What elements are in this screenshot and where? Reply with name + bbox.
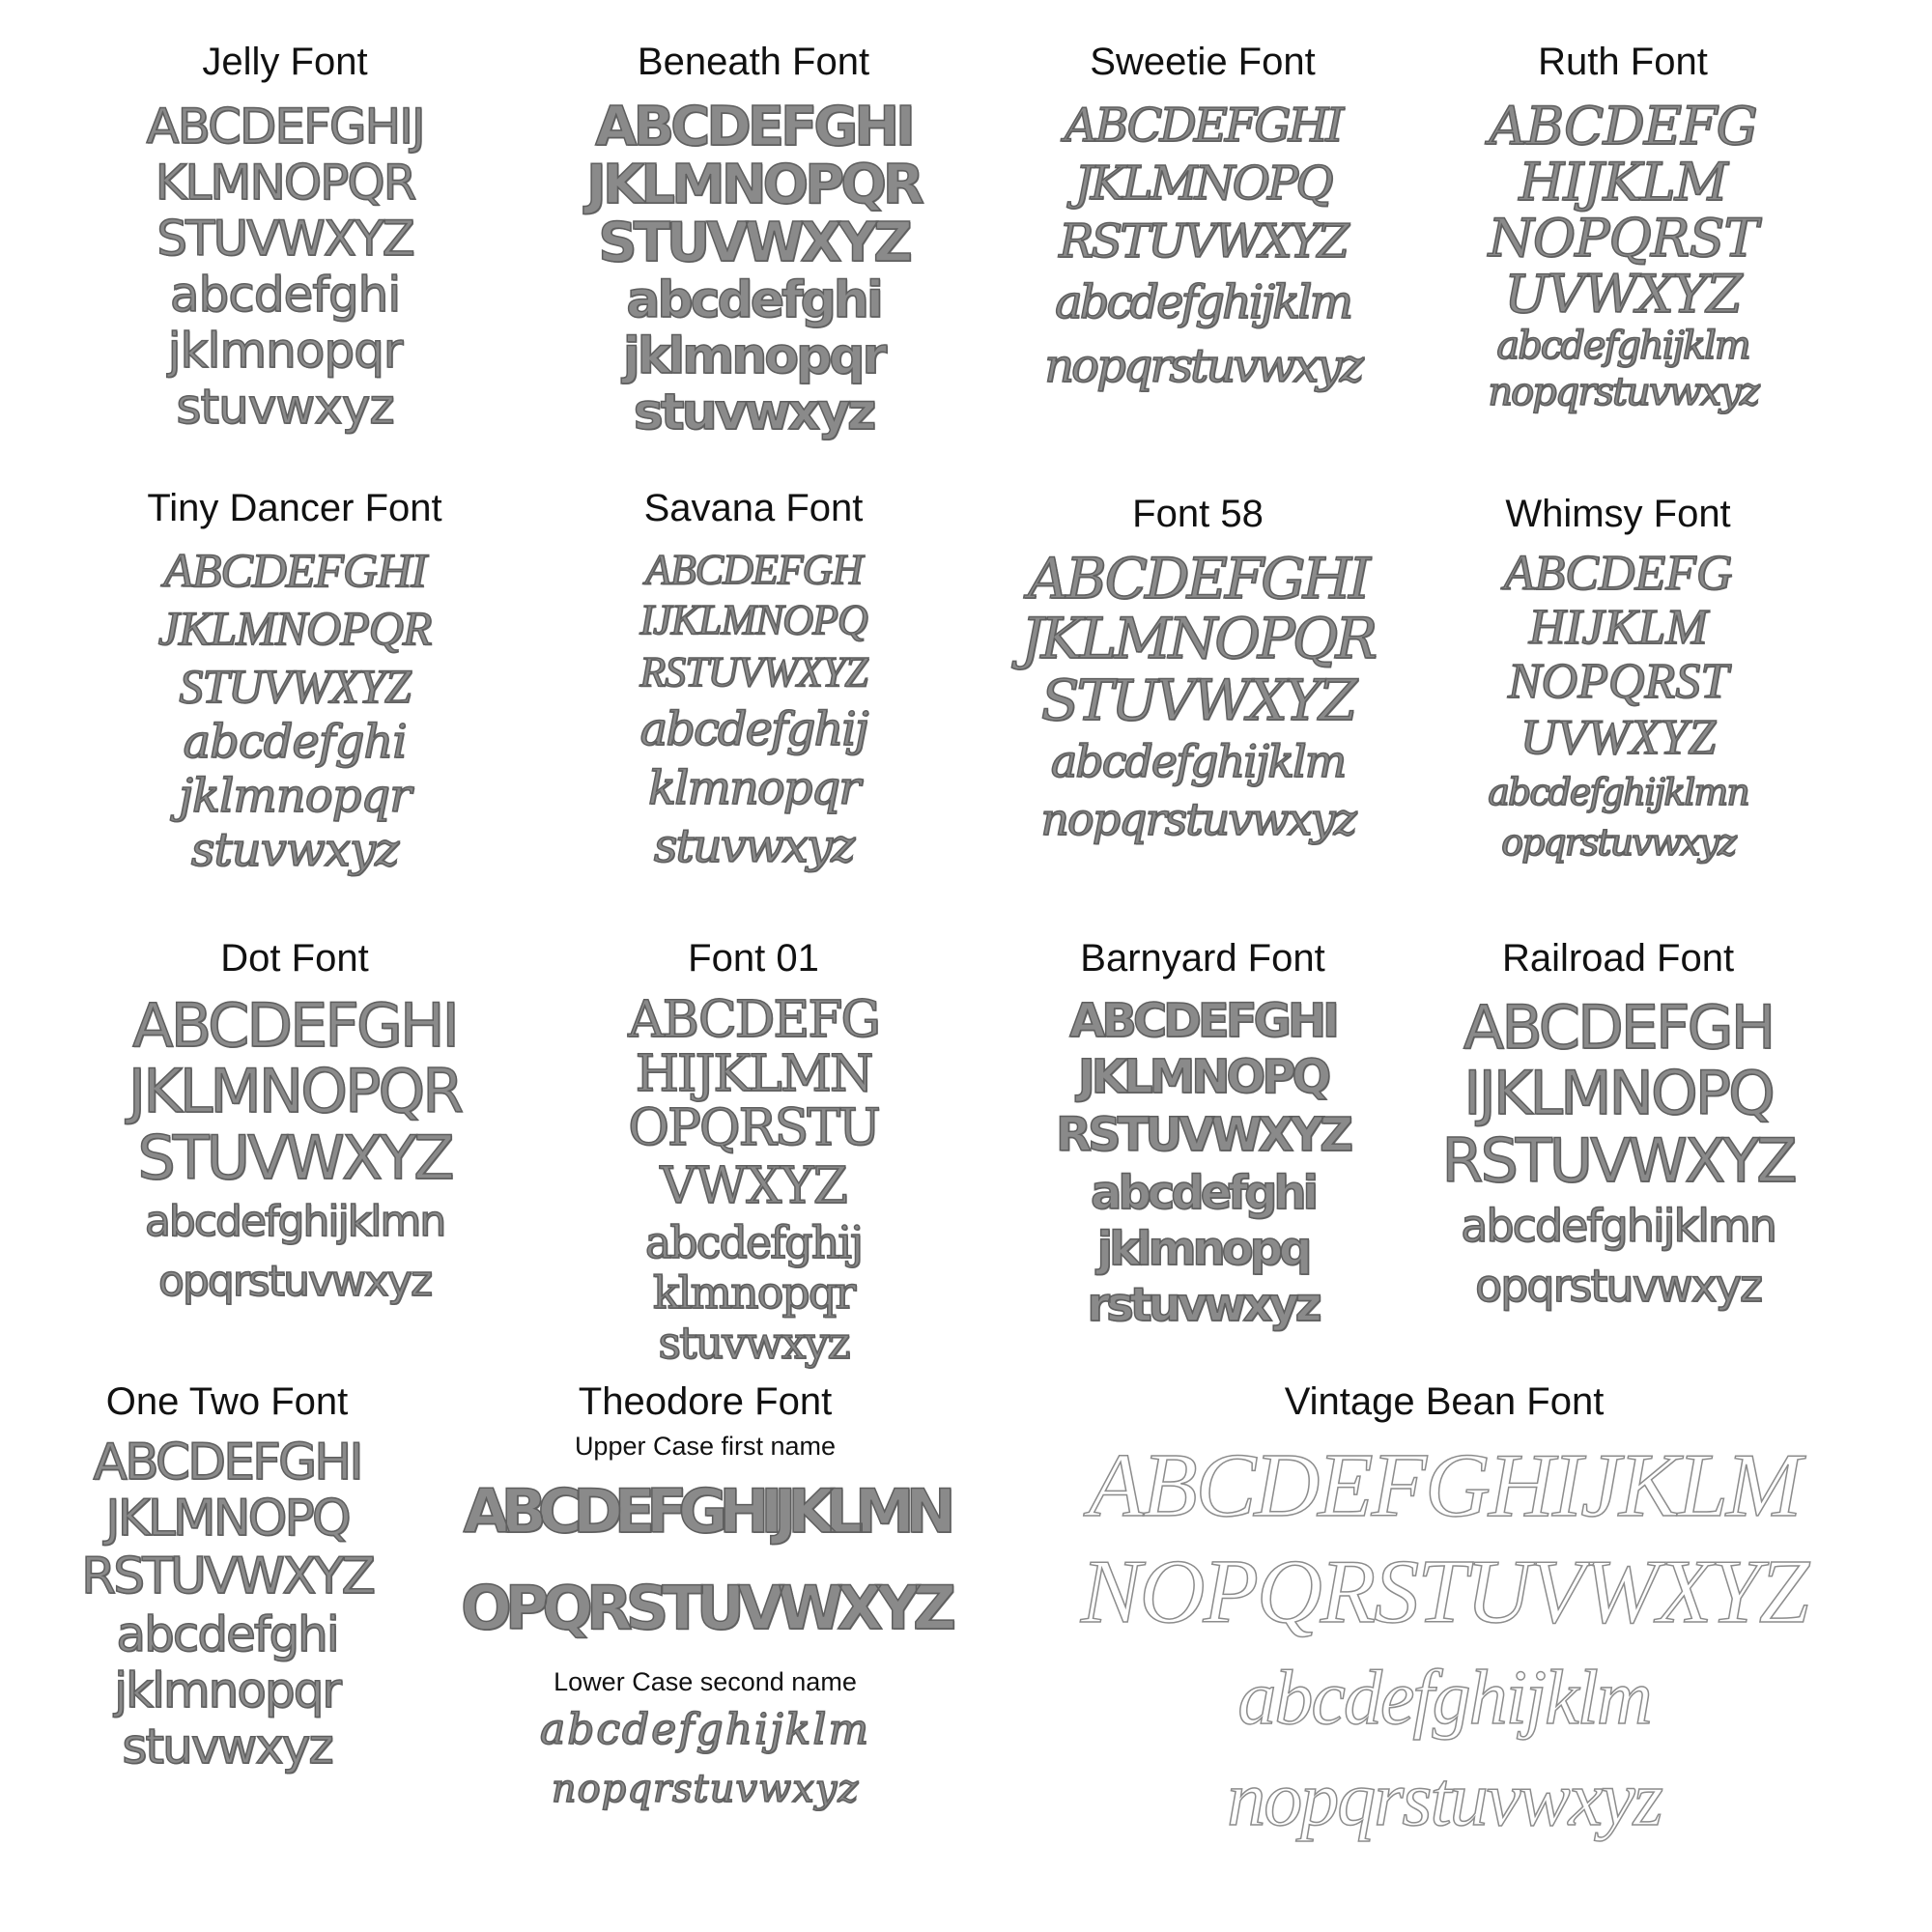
sample-line: JKLMNOPQR [586, 154, 921, 216]
sample-line: abcdefghijklm [539, 1705, 871, 1754]
font-sample-barnyard [1029, 933, 1377, 1358]
sample-line: nopqrstuvwxyz [1488, 370, 1758, 414]
font-title: Vintage Bean Font [1284, 1380, 1605, 1423]
sample-line: opqrstuvwxyz [1474, 1260, 1762, 1312]
sample-line: abcdefghi [1091, 1166, 1315, 1220]
font-sample-sweetie [1029, 37, 1377, 442]
sample-line: nopqrstuvwxyz [1040, 793, 1355, 845]
sample-line: abcdefghijklmn [1461, 1200, 1776, 1252]
sample-line: opqrstuvwxyz [1501, 821, 1735, 864]
sample-line: STUVWXYZ [156, 211, 413, 267]
sample-line: ABCDEFGHI [1064, 99, 1342, 153]
sample-line: RSTUVWXYZ [81, 1548, 373, 1605]
sample-line: nopqrstuvwxyz [1044, 339, 1361, 393]
sample-line: JKLMNOPQ [105, 1490, 349, 1548]
sample-line: stuvwxyz [176, 379, 394, 435]
sample-line: ABCDEFGH [1463, 992, 1774, 1063]
sample-line: jklmnopqr [178, 769, 412, 823]
font-sample-vintage-bean [980, 1377, 1908, 1898]
sample-line: RSTUVWXYZ [1059, 214, 1347, 269]
font-sample-font-58 [1019, 489, 1377, 914]
sample-line: ABCDEFGHIJ [146, 99, 424, 155]
sample-line: rstuvwxyz [1087, 1278, 1319, 1332]
sample-line: abcdefghijklmn [144, 1197, 445, 1246]
sample-line: NOPQRST [1488, 208, 1758, 269]
font-title: Barnyard Font [1080, 937, 1325, 980]
sample-line: ABCDEFGHI [132, 990, 457, 1061]
upper-case-note: Upper Case first name [574, 1432, 837, 1461]
sample-line: JKLMNOPQ [1074, 156, 1331, 211]
sample-line: ABCDEFGHIJKLM [1088, 1435, 1801, 1536]
sample-line: nopqrstuvwxyz [1227, 1757, 1662, 1842]
font-title: One Two Font [105, 1380, 349, 1423]
sample-line: UVWXYZ [1504, 264, 1742, 325]
sample-line: stuvwxyz [633, 384, 874, 441]
sample-line: JKLMNOPQR [1020, 606, 1376, 671]
lower-case-note: Lower Case second name [554, 1667, 857, 1696]
sample-line: ABCDEFG [1489, 96, 1757, 156]
sample-line: STUVWXYZ [137, 1122, 452, 1193]
sample-line: abcdefghi [183, 715, 407, 769]
font-sample-jelly [106, 37, 464, 442]
sample-line: abcdefghijklmn [1488, 771, 1748, 813]
sample-line: JKLMNOPQ [1077, 1050, 1328, 1104]
sample-line: ABCDEFGHI [1069, 994, 1336, 1048]
font-title: Tiny Dancer Font [147, 487, 442, 529]
sample-line: jklmnopq [1096, 1222, 1309, 1276]
sample-line: abcdefghijklm [1496, 324, 1749, 368]
sample-line: jklmnopqr [622, 327, 885, 385]
sample-line: ABCDEFGHIJKLMN [463, 1476, 948, 1547]
sample-line: abcdefghijklm [1050, 735, 1346, 787]
font-title: Sweetie Font [1090, 41, 1316, 83]
sample-line: abcdefghij [644, 1216, 863, 1268]
sample-line: ABCDEFG [628, 991, 879, 1049]
font-title: Railroad Font [1501, 937, 1735, 980]
sample-line: klmnopqr [647, 761, 860, 815]
font-sample-font-01 [575, 933, 932, 1369]
sample-line: abcdefghij [639, 702, 867, 756]
sample-line: STUVWXYZ [1040, 668, 1355, 733]
sample-line: ABCDEFGHI [1028, 546, 1368, 611]
sample-line: JKLMNOPQR [157, 601, 432, 655]
sample-line: STUVWXYZ [598, 212, 909, 274]
font-sample-whimsy [1439, 489, 1797, 914]
sample-line: abcdefghi [116, 1606, 338, 1662]
font-title: Font 58 [1132, 493, 1264, 535]
sample-line: KLMNOPQR [155, 155, 415, 211]
sample-line: HIJKLM [1528, 600, 1708, 655]
sample-line: ABCDEFGHI [93, 1434, 361, 1492]
sample-line: klmnopqr [652, 1266, 855, 1319]
sample-line: ABCDEFGH [644, 546, 863, 593]
sample-line: abcdefghijklm [1237, 1656, 1651, 1741]
sample-line: VWXYZ [660, 1157, 847, 1215]
sample-line: opqrstuvwxyz [157, 1257, 432, 1306]
sample-line: OPQRSTUVWXYZ [461, 1573, 950, 1643]
sample-line: stuvwxyz [190, 823, 399, 877]
sample-line: STUVWXYZ [179, 659, 411, 713]
sample-line: jklmnopqr [114, 1662, 340, 1719]
font-title: Jelly Font [202, 41, 368, 83]
font-title: Ruth Font [1538, 41, 1708, 83]
font-sample-ruth [1449, 37, 1797, 442]
sample-line: HIJKLM [1519, 152, 1727, 213]
font-title: Dot Font [220, 937, 369, 980]
sample-line: JKLMNOPQR [128, 1056, 462, 1126]
font-title: Whimsy Font [1505, 493, 1731, 535]
font-sample-one-two [53, 1377, 401, 1802]
font-sample-theodore [459, 1377, 952, 1879]
sample-line: abcdefghi [169, 267, 401, 323]
sample-line: ABCDEFGHI [595, 96, 912, 158]
sample-line: OPQRSTU [628, 1099, 879, 1157]
font-title: Font 01 [688, 937, 819, 980]
sample-line: IJKLMNOPQ [639, 596, 867, 643]
sample-line: NOPQRSTUVWXYZ [1080, 1542, 1808, 1642]
font-sample-dot [106, 933, 483, 1358]
font-sample-tiny-dancer [111, 483, 478, 908]
sample-line: UVWXYZ [1520, 710, 1717, 765]
font-sample-beneath [575, 37, 932, 442]
sample-line: abcdefghijklm [1055, 275, 1350, 329]
sample-line: RSTUVWXYZ [639, 648, 867, 696]
sample-line: NOPQRST [1507, 654, 1729, 709]
sample-line: nopqrstuvwxyz [551, 1767, 860, 1811]
sample-line: jklmnopqr [167, 323, 403, 379]
sample-line: HIJKLMN [635, 1045, 872, 1103]
sample-line: stuvwxyz [653, 819, 854, 873]
sample-line: RSTUVWXYZ [1441, 1125, 1795, 1196]
font-sample-railroad [1430, 933, 1806, 1358]
font-title: Savana Font [643, 487, 864, 529]
sample-line: ABCDEFG [1503, 546, 1733, 601]
sample-line: abcdefghi [626, 271, 881, 329]
font-title: Beneath Font [637, 41, 870, 83]
font-title: Theodore Font [578, 1380, 833, 1423]
sample-line: RSTUVWXYZ [1056, 1108, 1350, 1162]
sample-line: ABCDEFGHI [163, 543, 426, 597]
font-sample-savana [575, 483, 932, 908]
sample-line: stuvwxyz [122, 1719, 332, 1775]
sample-line: IJKLMNOPQ [1463, 1058, 1773, 1128]
sample-line: stuvwxyz [658, 1317, 849, 1369]
